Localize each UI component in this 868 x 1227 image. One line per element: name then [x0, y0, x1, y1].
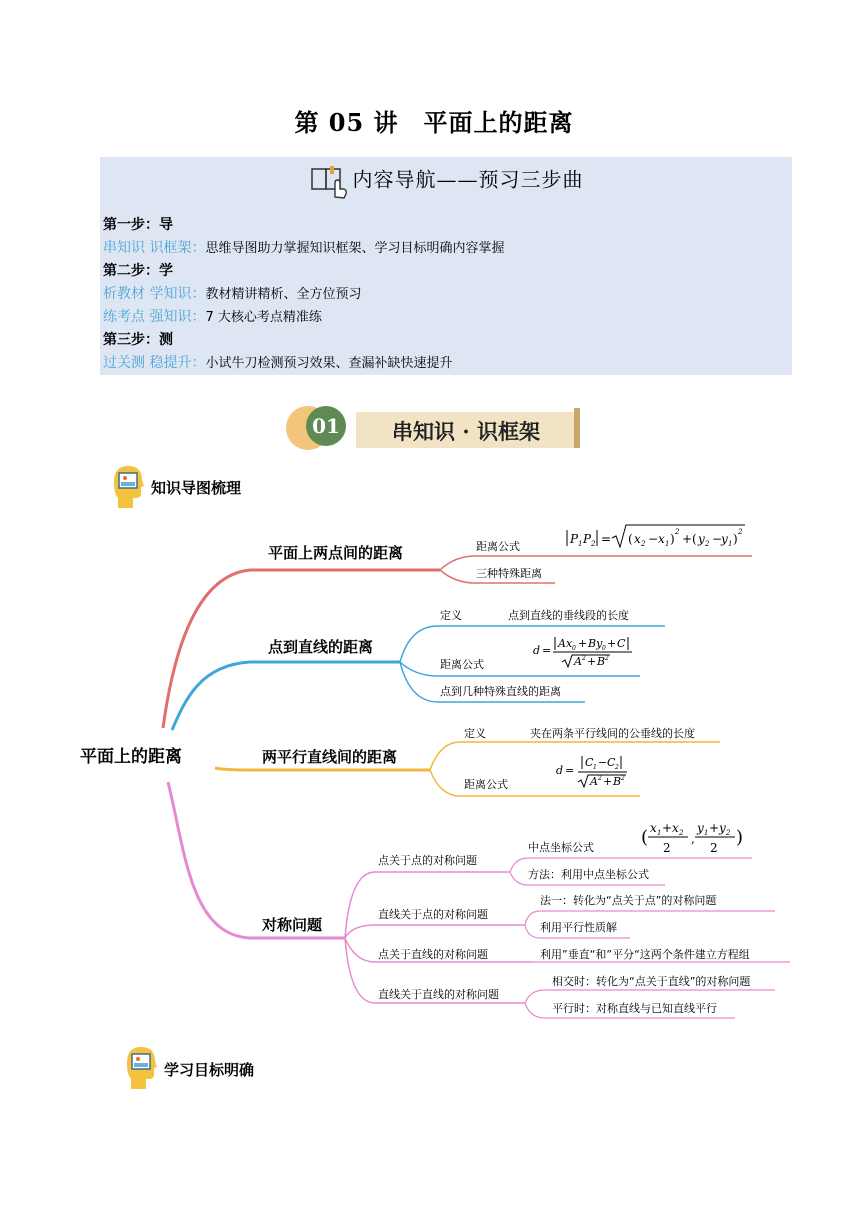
branch-symmetry — [168, 782, 790, 1018]
svg-text:P: P — [570, 532, 579, 546]
svg-text:2: 2 — [663, 841, 671, 855]
svg-text:P: P — [583, 532, 592, 546]
nav-row-1 — [103, 237, 504, 260]
s4-label: 直线关于直线的对称问题 — [378, 988, 499, 1001]
step1-label: 第一步：导 — [103, 217, 173, 233]
s2-method2: 利用平行性质解 — [540, 921, 617, 934]
svg-text:+: + — [682, 532, 693, 546]
svg-text:x: x — [672, 821, 679, 835]
svg-text:2: 2 — [641, 540, 646, 548]
svg-text:2: 2 — [710, 841, 718, 855]
svg-text:=: = — [565, 764, 575, 777]
svg-text:+: + — [603, 775, 613, 788]
step2-label: 第二步：学 — [103, 263, 173, 279]
b2-def-value: 点到直线的垂线段的长度 — [508, 609, 629, 622]
svg-text:2: 2 — [679, 829, 684, 837]
head-picture-icon — [106, 462, 148, 510]
svg-text:y: y — [698, 532, 705, 546]
s4-intersect: 相交时：转化为“点关于直线”的对称问题 — [552, 975, 751, 988]
svg-text:d: d — [533, 644, 541, 657]
svg-text:2: 2 — [738, 528, 743, 536]
head-picture-icon-2 — [119, 1043, 161, 1091]
svg-text:C: C — [585, 756, 594, 769]
s2-method1: 法一：转化为“点关于点”的对称问题 — [540, 894, 717, 907]
row2-desc: 教材精讲精析、全方位预习 — [205, 287, 362, 302]
svg-text:A: A — [590, 775, 598, 788]
row1-key: 串知识 识框架： — [103, 240, 206, 256]
b3-def-label: 定义 — [464, 727, 486, 740]
svg-text:1: 1 — [578, 540, 583, 548]
svg-text:): ) — [670, 532, 675, 546]
svg-text:1: 1 — [704, 829, 709, 837]
s3-label: 点关于直线的对称问题 — [378, 948, 488, 961]
nav-box — [100, 157, 792, 375]
mindmap-root: 平面上的距离 — [80, 747, 182, 767]
branch-point-line — [172, 608, 665, 730]
section-goals-title: 学习目标明确 — [164, 1061, 255, 1079]
svg-text:1: 1 — [593, 764, 597, 771]
row2-key: 析教材 学知识： — [103, 286, 206, 302]
svg-text:2: 2 — [615, 764, 619, 771]
badge-scroll-end — [574, 408, 580, 448]
svg-text:0: 0 — [572, 645, 576, 652]
mind-map — [60, 515, 820, 1035]
svg-text:+: + — [607, 637, 617, 650]
svg-text:By: By — [588, 637, 603, 650]
svg-text:B: B — [613, 775, 622, 788]
s4-parallel: 平行时：对称直线与已知直线平行 — [552, 1002, 717, 1015]
nav-heading — [100, 163, 792, 199]
s1-method: 方法：利用中点坐标公式 — [528, 868, 649, 881]
svg-text:y: y — [721, 532, 728, 546]
b2-special: 点到几种特殊直线的距离 — [440, 685, 561, 698]
svg-text:x: x — [650, 821, 657, 835]
svg-text:+: + — [587, 655, 597, 668]
svg-text:+: + — [662, 821, 673, 835]
svg-text:1: 1 — [657, 829, 662, 837]
svg-text:2: 2 — [591, 540, 596, 548]
s3-method: 利用”垂直“和”平分“这两个条件建立方程组 — [540, 948, 750, 961]
point-line-distance-formula — [533, 637, 632, 668]
svg-text:(: ( — [692, 532, 697, 546]
branch-parallel-lines — [215, 726, 720, 796]
svg-text:2: 2 — [582, 655, 586, 662]
svg-text:=: = — [542, 644, 552, 657]
svg-text:0: 0 — [602, 645, 606, 652]
svg-text:1: 1 — [728, 540, 733, 548]
svg-text:1: 1 — [665, 540, 670, 548]
b2-formula-label: 距离公式 — [440, 658, 484, 671]
svg-text:−: − — [648, 532, 659, 546]
b1-special: 三种特殊距离 — [476, 567, 542, 580]
svg-text:d: d — [556, 764, 564, 777]
badge-number: 01 — [312, 414, 340, 438]
svg-text:): ) — [736, 827, 744, 848]
s1-label: 点关于点的对称问题 — [378, 854, 477, 867]
svg-text:2: 2 — [675, 528, 680, 536]
svg-text:(: ( — [641, 827, 649, 848]
row3-desc: 7 大核心考点精准练 — [205, 310, 322, 325]
svg-text:−: − — [712, 532, 723, 546]
b3-def-value: 夹在两条平行线间的公垂线的长度 — [530, 727, 695, 740]
midpoint-formula — [641, 821, 743, 855]
row1-desc: 思维导图助力掌握知识框架、学习目标明确内容掌握 — [205, 241, 505, 256]
step3-label: 第三步：测 — [103, 332, 173, 348]
section-badge — [286, 404, 586, 454]
svg-text:A: A — [574, 655, 582, 668]
nav-row-2 — [103, 283, 361, 306]
svg-text:(: ( — [628, 532, 633, 546]
nav-row-3 — [103, 306, 322, 329]
svg-text:2: 2 — [621, 775, 625, 782]
b2-def-label: 定义 — [440, 609, 462, 622]
svg-text:,: , — [691, 832, 695, 846]
page-title: 第 05 讲 平面上的距离 — [294, 108, 574, 137]
s1-midpoint: 中点坐标公式 — [528, 841, 594, 854]
svg-text:2: 2 — [598, 775, 602, 782]
book-pointer-icon — [309, 163, 349, 199]
svg-text:2: 2 — [705, 540, 710, 548]
svg-text:Ax: Ax — [558, 637, 573, 650]
row3-key: 练考点 强知识： — [103, 309, 206, 325]
b3-label: 两平行直线间的距离 — [262, 748, 398, 766]
svg-text:): ) — [733, 532, 738, 546]
parallel-distance-formula — [556, 756, 627, 788]
svg-text:+: + — [578, 637, 588, 650]
two-point-distance-formula — [567, 525, 745, 548]
b1-formula-label: 距离公式 — [476, 540, 520, 553]
svg-text:C: C — [617, 637, 626, 650]
section-mindmap-title: 知识导图梳理 — [151, 479, 242, 497]
nav-row-4 — [103, 352, 452, 375]
svg-text:=: = — [601, 532, 612, 546]
s2-label: 直线关于点的对称问题 — [378, 908, 488, 921]
svg-text:−: − — [598, 756, 608, 769]
svg-text:+: + — [709, 821, 720, 835]
row4-desc: 小试牛刀检测预习效果、查漏补缺快速提升 — [205, 356, 453, 371]
b2-label: 点到直线的距离 — [268, 638, 374, 656]
svg-text:x: x — [658, 532, 665, 546]
nav-heading-text: 内容导航——预习三步曲 — [352, 167, 584, 192]
badge-label: 串知识 · 识框架 — [392, 419, 540, 444]
b3-formula-label: 距离公式 — [464, 778, 508, 791]
svg-text:2: 2 — [726, 829, 731, 837]
svg-text:y: y — [697, 821, 704, 835]
b1-label: 平面上两点间的距离 — [268, 544, 404, 562]
svg-text:B: B — [597, 655, 606, 668]
row4-key: 过关测 稳提升： — [103, 355, 206, 371]
svg-text:y: y — [719, 821, 726, 835]
b4-label: 对称问题 — [262, 916, 323, 934]
svg-text:C: C — [607, 756, 616, 769]
svg-text:x: x — [634, 532, 641, 546]
svg-text:2: 2 — [605, 655, 609, 662]
